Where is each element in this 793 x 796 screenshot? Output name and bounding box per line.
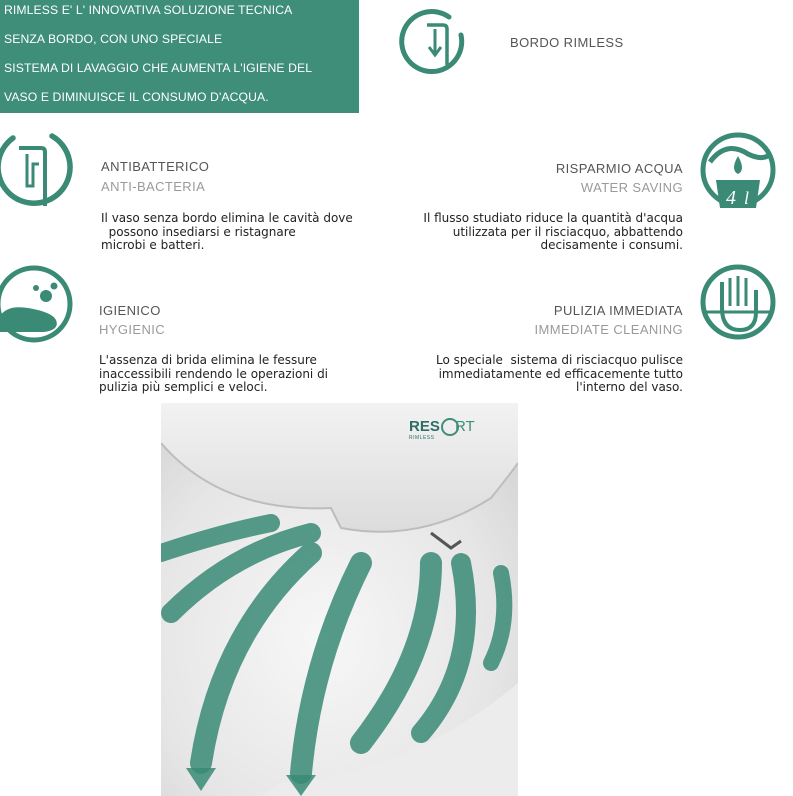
rimless-icon (399, 7, 471, 79)
water-saving-title: RISPARMIO ACQUA (555, 161, 683, 176)
hygienic-icon (0, 260, 76, 350)
antibacterial-icon (0, 126, 77, 214)
logo-subtext: RIMLESS (409, 435, 435, 441)
resort-logo (409, 414, 509, 454)
water-saving-description: Il flusso studiato riduce la quantità d'acqua utilizzata per il risciacquo, abbattendo decisamente i consumi. (423, 211, 683, 252)
banner-line: SENZA BORDO, CON UNO SPECIALE (4, 32, 223, 46)
water-saving-subtitle: WATER SAVING (580, 180, 683, 195)
hand-icon (700, 262, 776, 346)
water-saving-unit: l (744, 188, 750, 208)
toilet-bowl-image (161, 403, 518, 796)
logo-text-end: RT (455, 418, 475, 435)
logo-text: RES (409, 418, 440, 435)
water-saving-number: 4 (726, 187, 736, 209)
water-saving-icon (700, 126, 776, 214)
cleaning-subtitle: IMMEDIATE CLEANING (534, 322, 683, 337)
antibacterial-description: Il vaso senza bordo elimina le cavità dove possono insediarsi e ristagnare microbi e batteri. (101, 211, 353, 252)
banner-line: RIMLESS E' L' INNOVATIVA SOLUZIONE TECNICA (4, 3, 293, 17)
antibacterial-subtitle: ANTI-BACTERIA (101, 179, 206, 194)
hygienic-subtitle: HYGIENIC (99, 322, 166, 337)
antibacterial-title: ANTIBATTERICO (101, 159, 210, 174)
intro-banner (0, 0, 359, 113)
rimless-label: BORDO RIMLESS (510, 35, 624, 50)
hygienic-title: IGIENICO (99, 303, 161, 318)
banner-line: VASO E DIMINUISCE IL CONSUMO D'ACQUA. (4, 90, 269, 104)
cleaning-description: Lo speciale sistema di risciacquo pulisce immediatamente ed efficacemente tutto l'interno del vaso. (436, 353, 683, 394)
cleaning-title: PULIZIA IMMEDIATA (553, 303, 683, 318)
hygienic-description: L'assenza di brida elimina le fessure inaccessibili rendendo le operazioni di pulizia più semplici e veloci. (99, 353, 329, 394)
banner-line: SISTEMA DI LAVAGGIO CHE AUMENTA L'IGIENE DEL (4, 61, 313, 75)
